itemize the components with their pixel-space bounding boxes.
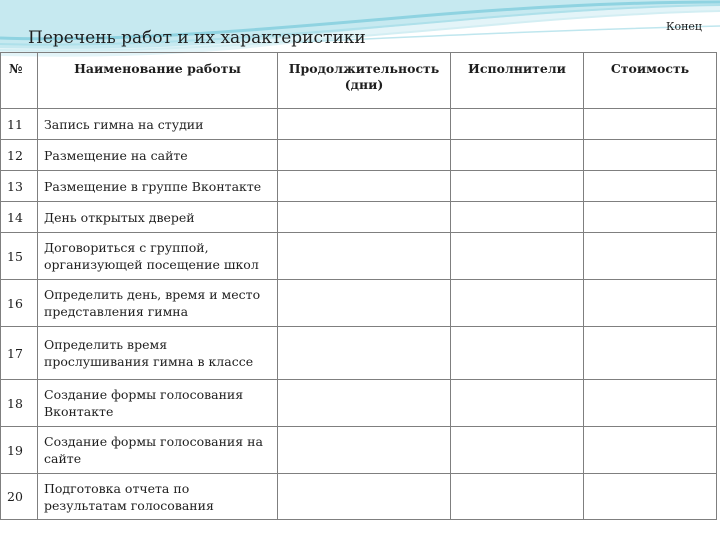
- row-duration: [278, 171, 451, 202]
- row-number: 14: [1, 202, 38, 233]
- end-link[interactable]: Конец: [665, 20, 702, 33]
- row-number: 19: [1, 427, 38, 474]
- table-header-row: [1, 53, 717, 109]
- row-number: 13: [1, 171, 38, 202]
- table-row: [1, 109, 717, 140]
- row-cost: [584, 233, 717, 280]
- row-duration: [278, 474, 451, 520]
- row-duration: [278, 109, 451, 140]
- column-header-number: №: [1, 53, 38, 109]
- table-row: [1, 280, 717, 327]
- row-performers: [451, 109, 584, 140]
- row-performers: [451, 380, 584, 427]
- row-number: 16: [1, 280, 38, 327]
- row-performers: [451, 280, 584, 327]
- row-cost: [584, 380, 717, 427]
- page-title: Перечень работ и их характеристики: [28, 28, 366, 48]
- row-work-name: Определить время прослушивания гимна в классе: [38, 327, 278, 380]
- row-number: 17: [1, 327, 38, 380]
- row-performers: [451, 202, 584, 233]
- row-performers: [451, 171, 584, 202]
- row-number: 11: [1, 109, 38, 140]
- table-row: [1, 474, 717, 520]
- row-work-name: Размещение на сайте: [38, 140, 278, 171]
- works-table: [0, 52, 717, 520]
- table-row: [1, 140, 717, 171]
- row-number: 18: [1, 380, 38, 427]
- row-duration: [278, 140, 451, 171]
- column-header-duration: Продолжительность (дни): [278, 53, 451, 109]
- row-performers: [451, 427, 584, 474]
- row-cost: [584, 109, 717, 140]
- table-row: [1, 427, 717, 474]
- row-work-name: Размещение в группе Вконтакте: [38, 171, 278, 202]
- table-row: [1, 327, 717, 380]
- row-number: 15: [1, 233, 38, 280]
- row-cost: [584, 427, 717, 474]
- row-duration: [278, 327, 451, 380]
- row-duration: [278, 233, 451, 280]
- row-work-name: Создание формы голосования Вконтакте: [38, 380, 278, 427]
- table-row: [1, 202, 717, 233]
- row-performers: [451, 474, 584, 520]
- table-row: [1, 171, 717, 202]
- row-performers: [451, 233, 584, 280]
- row-duration: [278, 280, 451, 327]
- row-work-name: Создание формы голосования на сайте: [38, 427, 278, 474]
- table-row: [1, 233, 717, 280]
- row-performers: [451, 327, 584, 380]
- row-work-name: Подготовка отчета по результатам голосования: [38, 474, 278, 520]
- row-work-name: День открытых дверей: [38, 202, 278, 233]
- column-header-performers: Исполнители: [451, 53, 584, 109]
- column-header-cost: Стоимость: [584, 53, 717, 109]
- column-header-name: Наименование работы: [38, 53, 278, 109]
- row-work-name: Определить день, время и место представления гимна: [38, 280, 278, 327]
- row-cost: [584, 171, 717, 202]
- row-cost: [584, 327, 717, 380]
- row-cost: [584, 474, 717, 520]
- row-number: 20: [1, 474, 38, 520]
- row-duration: [278, 202, 451, 233]
- row-cost: [584, 280, 717, 327]
- row-work-name: Запись гимна на студии: [38, 109, 278, 140]
- row-cost: [584, 202, 717, 233]
- row-performers: [451, 140, 584, 171]
- row-cost: [584, 140, 717, 171]
- row-number: 12: [1, 140, 38, 171]
- table-row: [1, 380, 717, 427]
- row-duration: [278, 427, 451, 474]
- row-duration: [278, 380, 451, 427]
- row-work-name: Договориться с группой, организующей посещение школ: [38, 233, 278, 280]
